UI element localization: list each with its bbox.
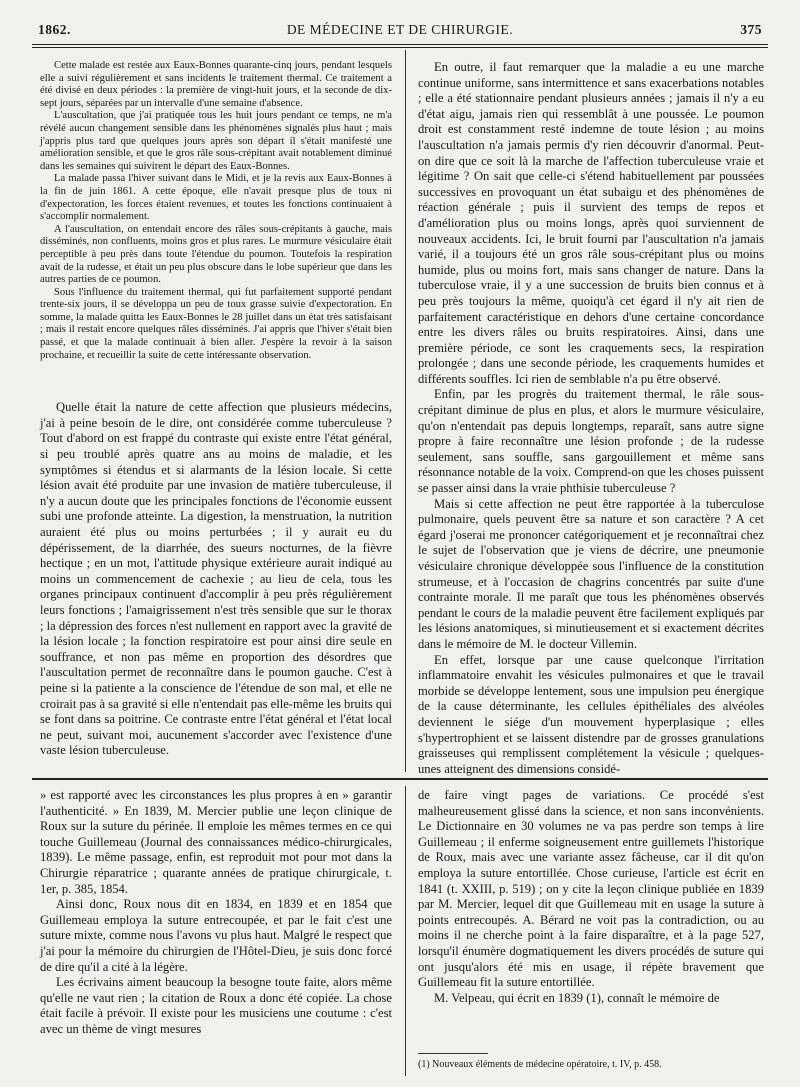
- paragraph: La malade passa l'hiver suivant dans le Midi, et je la revis aux Eaux-Bonnes à la fin de juin 1861. A cette époque, elle n'avait presque plus de toux ni d'expectoration, les forces étaient revenues, et toutes les fonctions continuaient à s'accomplir normalement.: [40, 173, 392, 223]
- footnote: (1) Nouveaux éléments de médecine opératoire, t. IV, p. 458.: [418, 1059, 662, 1070]
- column-divider-bottom: [405, 786, 406, 1076]
- paragraph: Enfin, par les progrès du traitement thermal, le râle sous-crépitant diminue de plus en plus, et alors le murmure vésiculaire, qu'on n'entendait pas depuis longtemps, reparaît, sans autre signe propre à faire reconnaître une lésion profonde ; de la rudesse seulement, sans souffle, sans gargouillement et même sans résonnance notable de la voix. Comprend-on que les choses puissent se passer ainsi dans la vraie phthisie tuberculeuse ?: [418, 387, 764, 496]
- paragraph: Sous l'influence du traitement thermal, qui fut parfaitement supporté pendant trente-six jours, il se développa un peu de toux grasse suivie d'expectoration. En somme, la malade quitta les Eaux-Bonnes le 28 juillet dans un état très satisfaisant ; mais il restait encore quelques râles disséminés. J'ai appris que l'hiver s'était bien passé, et que la malade continuait à bien aller. J'espère la revoir à la saison prochaine, et recueillir la suite de cette intéressante observation.: [40, 286, 392, 361]
- footnote-rule: [418, 1053, 488, 1054]
- paragraph: M. Velpeau, qui écrit en 1839 (1), connaît le mémoire de: [434, 990, 720, 1005]
- paragraph: de faire vingt pages de variations. Ce procédé s'est malheureusement glissé dans la science, et non sans inconvénients. Le Dictionnaire en 30 volumes ne va pas perdre son temps à lire Guillemeau ; il enferme soigneusement entre guillemets l'historique de Roux, mais avec une variante assez fâcheuse, car il dit qu'on employa la suture entortillée. Chose curieuse, l'article est écrit en 1841 (t. XXIII, p. 519) ; on y cite la leçon clinique publiée en 1839 par M. Mercier, lequel dit que Guillemeau mit en usage la suture à points entrecoupés. A. Bérard ne voit pas la contradiction, ou au moins il ne cherche point à la faire disparaître, et à la page 527, lorsqu'il énumère dogmatiquement les divers procédés de suture qui ont jusqu'alors été mis en usage, il répète bravement que Guillemeau fit la suture entortillée.: [418, 788, 764, 990]
- header-year: 1862.: [38, 22, 71, 37]
- paragraph: Les écrivains aiment beaucoup la besogne toute faite, alors même qu'elle ne vaut rien ; la citation de Roux a donc été copiée. La chose était facile à prévoir. Il existe pour les musiciens une coutume : c'est avec un thème de vingt mesures: [40, 975, 392, 1036]
- paragraph: En effet, lorsque par une cause quelconque l'irritation inflammatoire envahit les vésicules pulmonaires et que le travail morbide se développe lentement, sous une impulsion peu énergique de la cause déterminante, les cellules épithéliales des alvéoles deviennent le siége d'un mouvement hyperplasique ; elles s'hypertrophient et se laissent distendre par de grosses granulations graisseuses qui remplissent complétement la vésicule ; quelques-unes atteignent des dimensions considé-: [418, 652, 764, 776]
- section-divider: [32, 778, 768, 780]
- column-divider-top: [405, 50, 406, 772]
- paragraph: Ainsi donc, Roux nous dit en 1834, en 1839 et en 1854 que Guillemeau employa la suture entrecoupée, et par le fait c'est une suture mixte, comme nous l'avons vu plus haut. Malgré le respect que j'ai pour la mémoire du chirurgien de l'Hôtel-Dieu, je suis donc forcé de dire qu'il a cité à la légère.: [40, 897, 392, 974]
- paragraph: L'auscultation, que j'ai pratiquée tous les huit jours pendant ce temps, ne m'a révélé aucun changement sensible dans les phénomènes signalés plus haut ; mais j'appris plus tard que quelques jours après son départ il s'était manifesté une amélioration sensible, et que le gros râle sous-crépitant avait notablement diminué dans les semaines qui suivirent le départ des Eaux-Bonnes.: [40, 110, 392, 172]
- top-left-column: [40, 60, 392, 759]
- bottom-right-column: [418, 788, 764, 1006]
- observation-text: [40, 60, 392, 362]
- running-header: [38, 22, 762, 42]
- paragraph: A l'auscultation, on entendait encore des râles sous-crépitants à gauche, mais disséminés, non confluents, moins gros et plus rares. Le murmure vésiculaire était perceptible à peu près dans toute l'étendue du poumon. Toutefois la respiration avait de la rudesse, et était un peu plus obscure dans le lobe supérieur que dans les autres parties de ce poumon.: [40, 223, 392, 286]
- bottom-left-column: [40, 788, 392, 1038]
- paragraph: En outre, il faut remarquer que la maladie a eu une marche continue uniforme, sans intermittence et sans exacerbations notables ; elle a été stationnaire pendant plusieurs années ; jamais il n'y a eu d'état aigu, jamais rien qui ressemblât à une poussée. Le poumon droit est constamment resté indemne de toute lésion ; au moins l'auscultation n'a jamais permis d'y rien découvrir d'anormal. Peut-on dire que ce soit là la marche de l'affection tuberculeuse vraie et légitime ? On sait que celle-ci s'étend habituellement par poussées successives en provoquant un état subaigu et des phénomènes de réaction générale ; puis il survient des temps de repos et d'amélioration plus ou moins longs, après quoi surviennent de nouveaux accidents. Ici, le bruit fourni par l'auscultation n'a jamais varié, il a toujours été un gros râle sous-crépitant plus ou moins humide, plus ou moins fort, mais sans changer de nature. Dans la tuberculose vraie, il y a une succession de bruits bien connus et à peu près toujours la même, quoiqu'à cet égard il n'y ait rien de parfaitement caractéristique en dehors d'une certaine concordance entre les divers râles ou bruits respiratoires. Ainsi, dans une première période, ce sont les craquements secs, la respiration prolongée ; dans une seconde période, les craquements humides et différents souffles. Ici rien de semblable n'a pu être observé.: [418, 60, 764, 386]
- header-rule: [32, 44, 768, 45]
- top-right-column: [418, 60, 764, 777]
- paragraph: Quelle était la nature de cette affection que plusieurs médecins, j'ai à peine besoin de le dire, ont considérée comme tuberculeuse ? Tout d'abord on est frappé du contraste qui existe entre l'état général, si peu troublé après quatre ans au moins de maladie, et les symptômes si étendus et si alarmants de la lésion locale. Si cette lésion avait été produite par une invasion de matière tuberculeuse, il n'y a aucun doute que les principales fonctions de l'économie eussent subi une profonde atteinte. La digestion, la menstruation, la nutrition auraient été plus ou moins perturbées ; il y aurait eu du dépérissement, de la diarrhée, des sueurs nocturnes, de la fièvre hectique ; en un mot, l'attitude physique extérieure aurait indiqué au moins un commencement de cachexie ; au lieu de cela, tous les organes principaux continuent d'accomplir à peu près régulièrement leurs fonctions ; l'amaigrissement n'est très sensible que sur le thorax ; la dépression des forces n'est nullement en rapport avec la gravité de la lésion locale ; la fonction respiratoire est pour ainsi dire seule en souffrance, et non pas même en proportion des désordres que l'auscultation permet de reconnaître dans le poumon gauche. C'est à peine si la patiente a la conscience de l'étendue de son mal, et elle ne croirait pas à sa gravité si elle n'entendait pas elle-même les bruits qui se font dans sa poitrine. Ce contraste entre l'état général et l'état local ne peut, suivant moi, aucunement s'accorder avec l'existence d'une vaste lésion tuberculeuse.: [40, 400, 392, 758]
- header-title: DE MÉDECINE ET DE CHIRURGIE.: [286, 22, 514, 37]
- page-number: 375: [740, 22, 762, 37]
- discussion-text: [40, 400, 392, 759]
- paragraph: » est rapporté avec les circonstances les plus propres à en » garantir l'authenticité. » En 1839, M. Mercier publie une leçon clinique de Roux sur la suture du périnée. Il emploie les mêmes termes en ce qui touche Guillemeau (Journal des connaissances médico-chirurgicales, 1839). Le même passage, enfin, est reproduit mot pour mot dans la Chirurgie réparatrice ; quarante années de pratique chirurgicale, t. 1er, p. 385, 1854.: [40, 788, 392, 896]
- header-rule-double: [32, 47, 768, 48]
- paragraph: Cette malade est restée aux Eaux-Bonnes quarante-cinq jours, pendant lesquels elle a suivi régulièrement et sans incidents le traitement thermal. Ce traitement a été divisé en deux périodes : la première de vingt-huit jours, et la seconde de dix-sept jours, séparées par un intervalle d'une semaine d'absence.: [40, 60, 392, 109]
- paragraph: Mais si cette affection ne peut être rapportée à la tuberculose pulmonaire, quels peuvent être sa nature et son caractère ? A cet égard j'oserai me prononcer catégoriquement et je reconnaîtrai chez le sujet de l'observation que je viens de décrire, une pneumonie vésiculaire chronique développée sous l'influence de la constitution strumeuse, et à l'occasion de chagrins concentrés par suite d'une contrainte morale. Il me paraît que tous les phénomènes observés pendant le cours de la maladie peuvent être facilement expliqués par les lésions anatomiques, si minutieusement et si exactement décrites dans le mémoire de M. le docteur Villemin.: [418, 496, 764, 651]
